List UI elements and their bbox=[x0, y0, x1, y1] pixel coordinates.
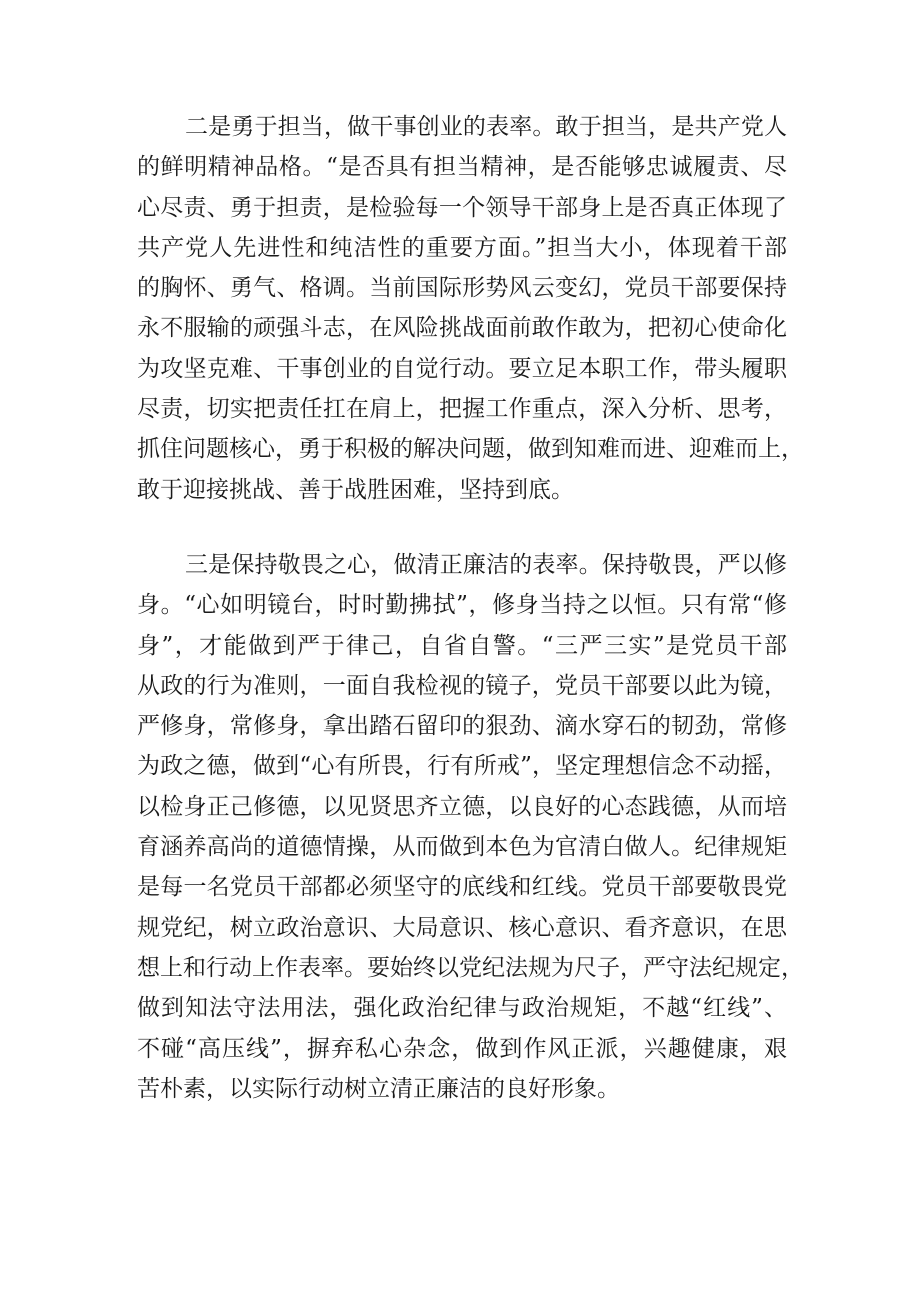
paragraph-line: 身”，才能做到严于律己，自省自警。“三严三实”是党员干部 bbox=[137, 632, 787, 659]
paragraph-line: 三是保持敬畏之心，做清正廉洁的表率。保持敬畏，严以修 bbox=[185, 552, 787, 578]
paragraph-line: 以检身正己修德，以见贤思齐立德，以良好的心态践德，从而培 bbox=[137, 793, 787, 820]
paragraph-line: 的胸怀、勇气、格调。当前国际形势风云变幻，党员干部要保持 bbox=[137, 275, 787, 302]
paragraph-line: 严修身，常修身，拿出踏石留印的狠劲、滴水穿石的韧劲，常修 bbox=[137, 713, 787, 740]
paragraph-line: 永不服输的顽强斗志，在风险挑战面前敢作敢为，把初心使命化 bbox=[137, 315, 787, 342]
paragraph-line: 抓住问题核心，勇于积极的解决问题，做到知难而进、迎难而上， bbox=[137, 436, 804, 463]
paragraph-line: 从政的行为准则，一面自我检视的镜子，党员干部要以此为镜， bbox=[137, 672, 787, 699]
paragraph-line: 共产党人先进性和纯洁性的重要方面。”担当大小，体现着干部 bbox=[137, 234, 787, 261]
paragraph-integrity bbox=[137, 545, 804, 1109]
paragraph-line: 育涵养高尚的道德情操，从而做到本色为官清白做人。纪律规矩 bbox=[137, 834, 787, 861]
paragraph-line: 不碰“高压线”，摒弃私心杂念，做到作风正派，兴趣健康，艰 bbox=[137, 1035, 787, 1062]
paragraph-line: 苦朴素，以实际行动树立清正廉洁的良好形象。 bbox=[137, 1075, 620, 1102]
paragraph-line: 尽责，切实把责任扛在肩上，把握工作重点，深入分析、思考， bbox=[137, 396, 787, 423]
paragraph-line: 规党纪，树立政治意识、大局意识、核心意识、看齐意识，在思 bbox=[137, 914, 787, 941]
paragraph-line: 做到知法守法用法，强化政治纪律与政治规矩，不越“红线”、 bbox=[137, 995, 787, 1022]
paragraph-line: 想上和行动上作表率。要始终以党纪法规为尺子，严守法纪规定， bbox=[137, 954, 804, 981]
paragraph-line: 二是勇于担当，做干事创业的表率。敢于担当，是共产党人 bbox=[185, 114, 787, 140]
paragraph-line: 的鲜明精神品格。“是否具有担当精神，是否能够忠诚履责、尽 bbox=[137, 154, 787, 181]
paragraph-line: 身。“心如明镜台，时时勤拂拭”，修身当持之以恒。只有常“修 bbox=[137, 592, 787, 619]
paragraph-line: 为政之德，做到“心有所畏，行有所戒”，坚定理想信念不动摇， bbox=[137, 753, 787, 780]
paragraph-responsibility bbox=[137, 107, 804, 510]
paragraph-line: 为攻坚克难、干事创业的自觉行动。要立足本职工作，带头履职 bbox=[137, 355, 787, 382]
paragraph-line: 心尽责、勇于担责，是检验每一个领导干部身上是否真正体现了 bbox=[137, 194, 787, 221]
paragraph-line: 敢于迎接挑战、善于战胜困难，坚持到底。 bbox=[137, 476, 574, 503]
paragraph-line: 是每一名党员干部都必须坚守的底线和红线。党员干部要敬畏党 bbox=[137, 874, 787, 901]
